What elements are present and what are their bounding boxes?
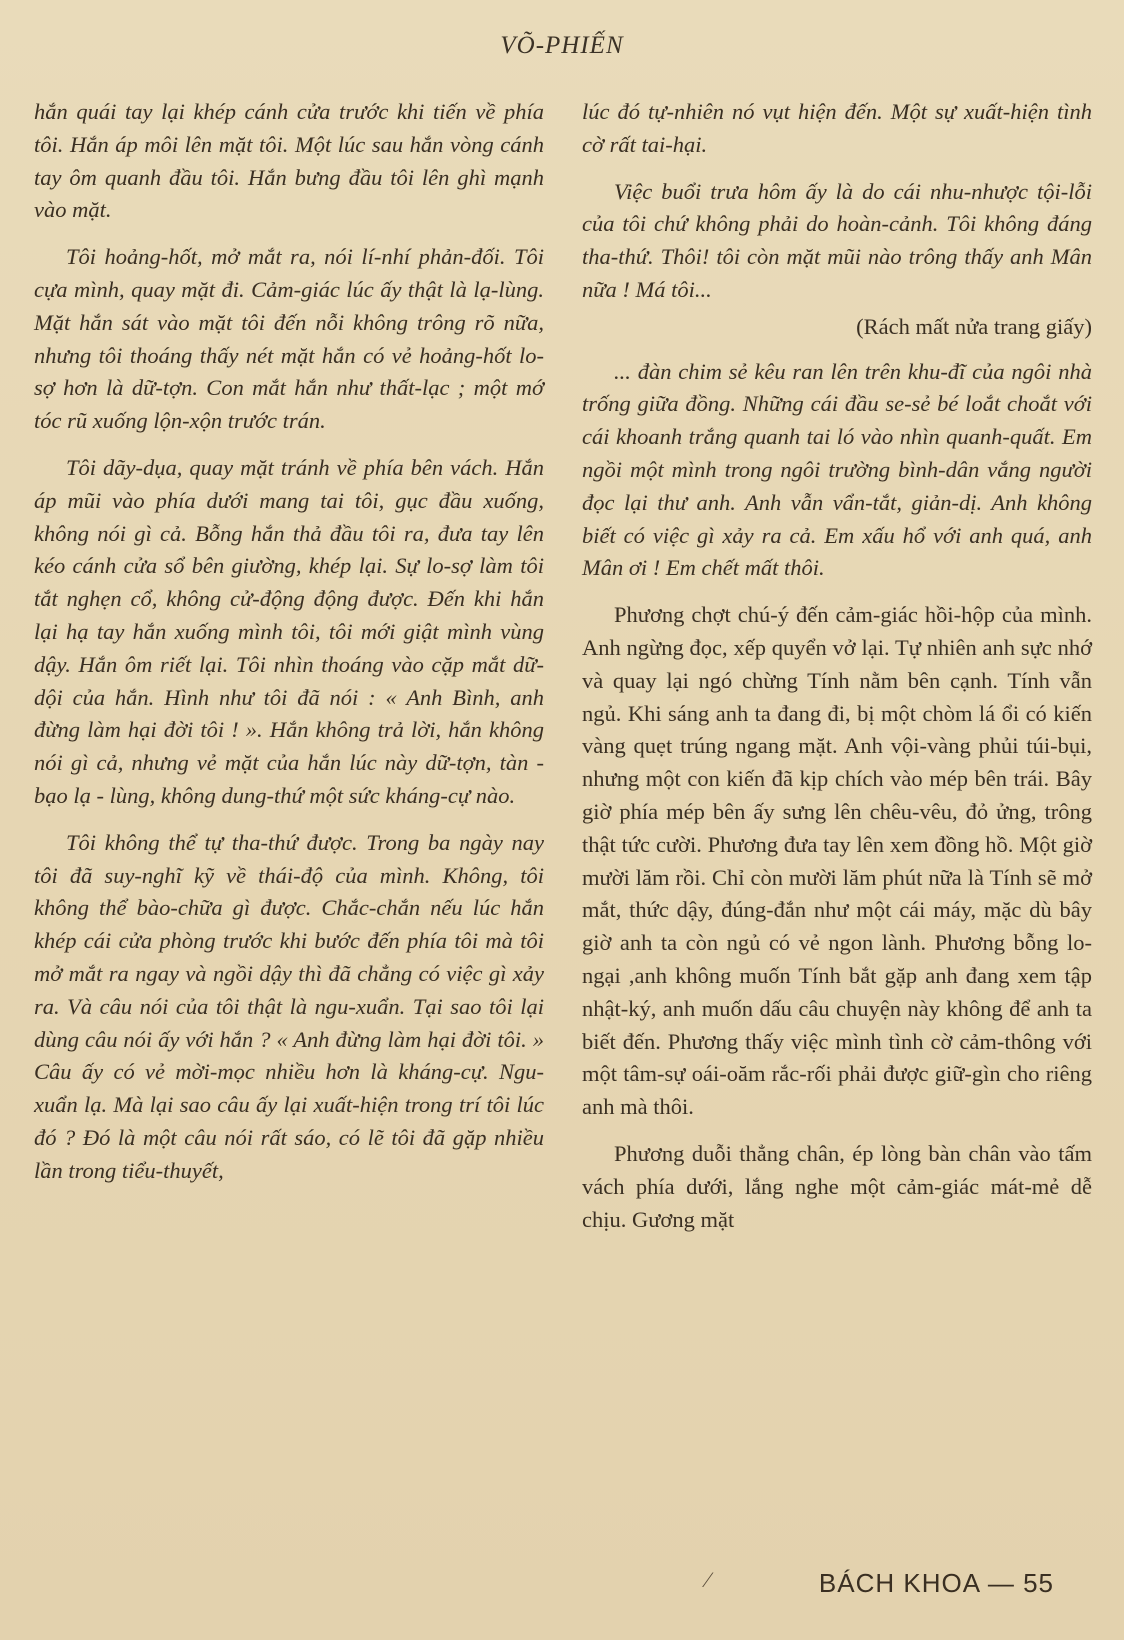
left-paragraph: hắn quái tay lại khép cánh cửa trước khi tiến về phía tôi. Hắn áp môi lên mặt tôi. Một lúc sau hắn vòng cánh tay ôm quanh đầu tôi. Hắn bưng đầu tôi lên ghì mạnh vào mặt. [34,99,544,223]
footer-publication-page: BÁCH KHOA — 55 [818,1568,1054,1598]
text-columns [34,96,1096,1556]
right-paragraph: Phương duỗi thẳng chân, ép lòng bàn chân vào tấm vách phía dưới, lắng nghe một cảm-giác mát-mẻ dễ chịu. Gương mặt [582,1140,1092,1232]
left-paragraph: Tôi dãy-dụa, quay mặt tránh về phía bên vách. Hắn áp mũi vào phía dưới mang tai tôi, gục đầu xuống, không nói gì cả. Bỗng hắn thả đầu tôi ra, đưa tay lên kéo cánh cửa sổ bên giường, khép lại. Sự lo-sợ làm tôi tắt nghẹn cổ, không cử-động động được. Đến khi hắn lại hạ tay hắn xuống mình tôi, tôi mới giật mình vùng dậy. Hắn ôm riết lại. Tôi nhìn thoáng vào cặp mắt dữ-dội của hắn. Hình như tôi đã nói : « Anh Bình, anh đừng làm hại đời tôi ! ». Hắn không trả lời, hắn không nói gì cả, nhưng vẻ mặt của hắn lúc này dữ-tợn, tàn - bạo lạ - lùng, không dung-thứ một sức kháng-cự nào. [34,454,544,808]
running-header-author: VÕ-PHIẾN [500,32,624,59]
footer-mark: ⁄ [706,1567,710,1592]
right-italic-paragraph: Việc buổi trưa hôm ấy là do cái nhu-nhược tội-lỗi của tôi chứ không phải do hoàn-cảnh. Tôi không đáng tha-thứ. Thôi! tôi còn mặt mũi nào trông thấy anh Mân nữa ! Má tôi... [582,178,1092,302]
left-column [34,96,544,1202]
right-paragraph: Phương chợt chú-ý đến cảm-giác hồi-hộp của mình. Anh ngừng đọc, xếp quyển vở lại. Tự nhiên anh sực nhớ và quay lại ngó chừng Tính nằm bên cạnh. Tính vẫn ngủ. Khi sáng anh ta đang đi, bị một chòm lá ổi có kiến vàng quẹt trúng ngang mặt. Anh vội-vàng phủi túi-bụi, nhưng một con kiến đã kịp chích vào mép bên trái. Bây giờ phía mép bên ấy sưng lên chêu-vêu, đỏ ửng, trông thật tức cười. Phương đưa tay lên xem đồng hồ. Một giờ mười lăm rồi. Chỉ còn mười lăm phút nữa là Tính sẽ mở mắt, thức dậy, đúng-đắn như một cái máy, mặc dù bây giờ anh ta còn ngủ có vẻ ngon lành. Phương bỗng lo-ngại ,anh không muốn Tính bắt gặp anh đang xem tập nhật-ký, anh muốn dấu câu chuyện này không để anh ta biết đến. Phương thấy việc mình tình cờ cảm-thông với một tâm-sự oái-oăm rắc-rối phải được giữ-gìn cho riêng anh mà thôi. [582,602,1092,1120]
left-paragraph: Tôi không thể tự tha-thứ được. Trong ba ngày nay tôi đã suy-nghĩ kỹ về thái-độ của mình. Không, tôi không thể bào-chữa gì được. Chắc-chắn nếu lúc hắn khép cái cửa phòng trước khi bước đến phía tôi mà tôi mở mắt ra ngay và ngồi dậy thì đã chẳng có việc gì xảy ra. Và câu nói của tôi thật là ngu-xuẩn. Tại sao tôi lại dùng câu nói ấy với hắn ? « Anh đừng làm hại đời tôi. » Câu ấy có vẻ mời-mọc nhiều hơn là kháng-cự. Ngu-xuẩn lạ. Mà lại sao câu ấy lại xuất-hiện trong trí tôi lúc đó ? Đó là một câu nói rất sáo, có lẽ tôi đã gặp nhiều lần trong tiểu-thuyết, [34,829,544,1183]
right-italic-paragraph: ... đàn chim sẻ kêu ran lên trên khu-đĩ của ngôi nhà trống giữa đồng. Những cái đầu se-sẻ bé loắt choắt với cái khoanh trắng quanh tai ló vào nhìn quanh-quất. Em ngồi một mình trong ngôi trường bình-dân vắng người đọc lại thư anh. Anh vẫn vẩn-tắt, giản-dị. Anh không biết có việc gì xảy ra cả. Em xấu hổ với anh quá, anh Mân ơi ! Em chết mất thôi. [582,358,1092,581]
torn-page-note: (Rách mất nửa trang giấy) [856,313,1092,339]
right-column [582,96,1092,1250]
right-italic-paragraph: lúc đó tự-nhiên nó vụt hiện đến. Một sự xuất-hiện tình cờ rất tai-hại. [582,99,1092,157]
left-paragraph: Tôi hoảng-hốt, mở mắt ra, nói lí-nhí phản-đối. Tôi cựa mình, quay mặt đi. Cảm-giác lúc ấy thật là lạ-lùng. Mặt hắn sát vào mặt tôi đến nỗi không trông rõ nữa, nhưng tôi thoáng thấy nét mặt hắn có vẻ hoảng-hốt lo-sợ hơn là dữ-tợn. Con mắt hắn như thất-lạc ; một mớ tóc rũ xuống lộn-xộn trước trán. [34,244,544,434]
